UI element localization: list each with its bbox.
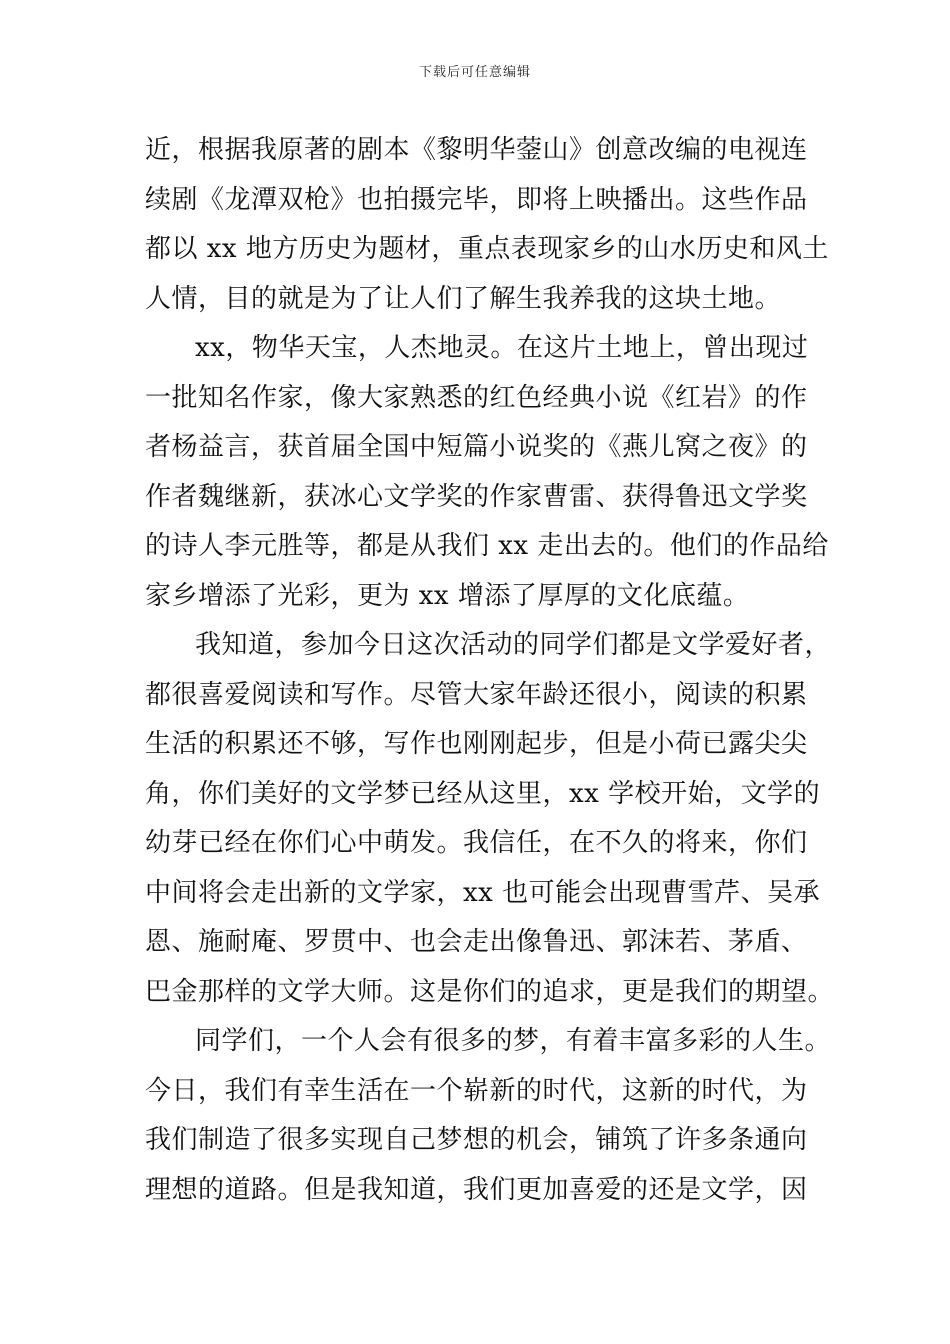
text-line: 作者魏继新，获冰心文学奖的作家曹雷、获得鲁迅文学奖 [145, 481, 808, 512]
text-line: 理想的道路。但是我知道，我们更加喜爱的还是文学，因 [145, 1174, 808, 1205]
text-line: 都以 xx 地方历史为题材，重点表现家乡的山水历史和风土 [145, 234, 829, 264]
text-line: 续剧《龙潭双枪》也拍摄完毕，即将上映播出。这些作品 [145, 184, 808, 215]
text-line: 生活的积累还不够，写作也刚刚起步，但是小荷已露尖尖 [145, 729, 808, 759]
page-header: 下载后可任意编辑 [418, 65, 531, 80]
body-text [145, 126, 835, 1215]
text-line: 今日，我们有幸生活在一个崭新的时代，这新的时代，为 [145, 1075, 808, 1106]
text-line: 近，根据我原著的剧本《黎明华蓥山》创意改编的电视连 [145, 135, 808, 165]
text-line: 角，你们美好的文学梦已经从这里，xx 学校开始，文学的 [145, 778, 821, 809]
text-line: 中间将会走出新的文学家，xx 也可能会出现曹雪芹、吴承 [145, 877, 821, 908]
text-line: 我们制造了很多实现自己梦想的机会，铺筑了许多条通向 [145, 1125, 808, 1155]
text-line: 家乡增添了光彩，更为 xx 增添了厚厚的文化底蕴。 [145, 580, 750, 611]
paragraph-first-line: 同学们，一个人会有很多的梦，有着丰富多彩的人生。 [195, 1026, 832, 1056]
paragraph-first-line: xx，物华天宝，人杰地灵。在这片土地上，曾出现过 [195, 333, 809, 363]
paragraph-first-line: 我知道，参加今日这次活动的同学们都是文学爱好者， [195, 630, 832, 660]
text-line: 都很喜爱阅读和写作。尽管大家年龄还很小，阅读的积累 [145, 679, 808, 710]
text-line: 一批知名作家，像大家熟悉的红色经典小说《红岩》的作 [145, 382, 808, 413]
text-line: 者杨益言，获首届全国中短篇小说奖的《燕儿窝之夜》的 [145, 432, 808, 462]
text-line: 人情，目的就是为了让人们了解生我养我的这块土地。 [145, 283, 782, 314]
text-line: 的诗人李元胜等，都是从我们 xx 走出去的。他们的作品给 [145, 531, 829, 561]
text-line: 巴金那样的文学大师。这是你们的追求，更是我们的期望。 [145, 976, 835, 1007]
text-line: 幼芽已经在你们心中萌发。我信任，在不久的将来，你们 [145, 828, 808, 858]
text-line: 恩、施耐庵、罗贯中、也会走出像鲁迅、郭沫若、茅盾、 [145, 927, 808, 957]
